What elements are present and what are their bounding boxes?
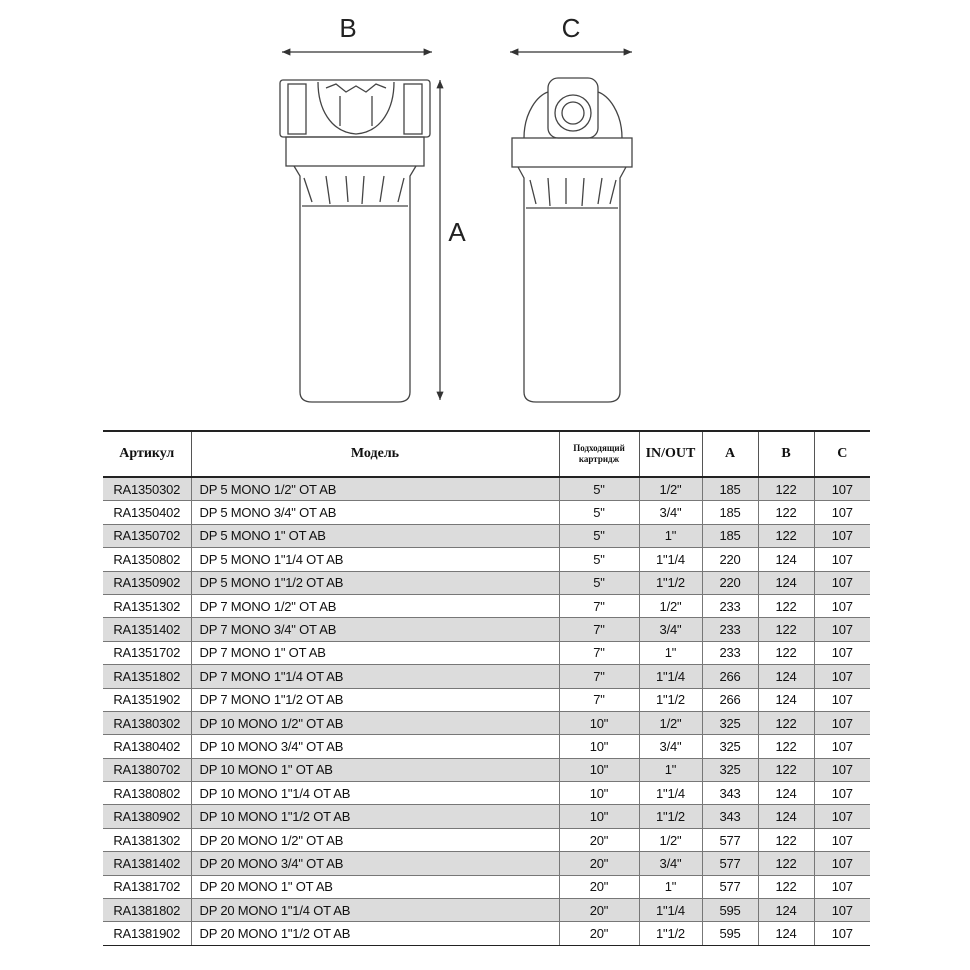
cartridge-cell: 5"	[559, 524, 639, 547]
dim-a-cell: 233	[702, 641, 758, 664]
header-b: B	[758, 431, 814, 477]
in-out-cell: 1"1/2	[639, 688, 702, 711]
model-cell: DP 5 MONO 1"1/4 OT AB	[191, 548, 559, 571]
dim-c-cell: 107	[814, 618, 870, 641]
article-cell: RA1350302	[103, 477, 191, 501]
model-cell: DP 7 MONO 1/2" OT AB	[191, 594, 559, 617]
dim-b-cell: 122	[758, 641, 814, 664]
header-article: Артикул	[103, 431, 191, 477]
header-model: Модель	[191, 431, 559, 477]
dim-a-cell: 595	[702, 922, 758, 945]
table-row	[103, 477, 870, 501]
dim-a-cell: 220	[702, 548, 758, 571]
table-row	[103, 922, 870, 945]
dim-a-cell: 343	[702, 805, 758, 828]
table-row	[103, 665, 870, 688]
model-cell: DP 7 MONO 1"1/2 OT AB	[191, 688, 559, 711]
header-c: C	[814, 431, 870, 477]
dimension-c-label: C	[561, 13, 581, 43]
in-out-cell: 3/4"	[639, 501, 702, 524]
header-in-out: IN/OUT	[639, 431, 702, 477]
dim-a-cell: 220	[702, 571, 758, 594]
in-out-cell: 1"1/4	[639, 782, 702, 805]
dim-c-cell: 107	[814, 688, 870, 711]
dim-b-cell: 122	[758, 524, 814, 547]
dim-b-cell: 124	[758, 805, 814, 828]
table-row	[103, 548, 870, 571]
dim-a-cell: 233	[702, 594, 758, 617]
article-cell: RA1351902	[103, 688, 191, 711]
model-cell: DP 5 MONO 1/2" OT AB	[191, 477, 559, 501]
in-out-cell: 1"	[639, 524, 702, 547]
dim-b-cell: 122	[758, 758, 814, 781]
cartridge-cell: 5"	[559, 548, 639, 571]
dim-c-cell: 107	[814, 665, 870, 688]
cartridge-cell: 10"	[559, 782, 639, 805]
dim-a-cell: 595	[702, 899, 758, 922]
dim-b-cell: 122	[758, 735, 814, 758]
cartridge-cell: 7"	[559, 641, 639, 664]
cartridge-cell: 5"	[559, 477, 639, 501]
dim-b-cell: 124	[758, 782, 814, 805]
in-out-cell: 1/2"	[639, 711, 702, 734]
table-row	[103, 618, 870, 641]
model-cell: DP 10 MONO 1"1/4 OT AB	[191, 782, 559, 805]
in-out-cell: 1"1/2	[639, 805, 702, 828]
article-cell: RA1381702	[103, 875, 191, 898]
dim-c-cell: 107	[814, 711, 870, 734]
article-cell: RA1351402	[103, 618, 191, 641]
table-body	[103, 477, 870, 945]
article-cell: RA1380802	[103, 782, 191, 805]
dim-a-cell: 577	[702, 875, 758, 898]
article-cell: RA1350902	[103, 571, 191, 594]
cartridge-cell: 7"	[559, 665, 639, 688]
model-cell: DP 5 MONO 1"1/2 OT AB	[191, 571, 559, 594]
article-cell: RA1380402	[103, 735, 191, 758]
article-cell: RA1350402	[103, 501, 191, 524]
dim-c-cell: 107	[814, 735, 870, 758]
table-row	[103, 805, 870, 828]
cartridge-cell: 5"	[559, 571, 639, 594]
filter-housing-drawing	[0, 0, 970, 420]
dimension-a-label: A	[448, 217, 466, 247]
dim-a-cell: 266	[702, 665, 758, 688]
article-cell: RA1350802	[103, 548, 191, 571]
table-row	[103, 828, 870, 851]
cartridge-cell: 7"	[559, 688, 639, 711]
cartridge-cell: 10"	[559, 805, 639, 828]
table-row	[103, 875, 870, 898]
in-out-cell: 1"1/2	[639, 922, 702, 945]
cartridge-cell: 7"	[559, 618, 639, 641]
dim-b-cell: 122	[758, 501, 814, 524]
article-cell: RA1381302	[103, 828, 191, 851]
cartridge-cell: 20"	[559, 828, 639, 851]
dimension-a	[440, 80, 466, 400]
in-out-cell: 1"1/4	[639, 665, 702, 688]
table-header-row	[103, 431, 870, 477]
dim-b-cell: 122	[758, 618, 814, 641]
dim-a-cell: 577	[702, 852, 758, 875]
table-row	[103, 501, 870, 524]
table-row	[103, 688, 870, 711]
model-cell: DP 20 MONO 1" OT AB	[191, 875, 559, 898]
dim-c-cell: 107	[814, 548, 870, 571]
cartridge-cell: 5"	[559, 501, 639, 524]
dim-b-cell: 124	[758, 571, 814, 594]
dim-a-cell: 325	[702, 758, 758, 781]
model-cell: DP 10 MONO 1" OT AB	[191, 758, 559, 781]
header-cartridge: Подходящий картридж	[559, 431, 639, 477]
article-cell: RA1380702	[103, 758, 191, 781]
dim-b-cell: 124	[758, 688, 814, 711]
dim-a-cell: 185	[702, 477, 758, 501]
model-cell: DP 20 MONO 3/4" OT AB	[191, 852, 559, 875]
cartridge-cell: 20"	[559, 852, 639, 875]
dim-c-cell: 107	[814, 477, 870, 501]
table-row	[103, 899, 870, 922]
article-cell: RA1351302	[103, 594, 191, 617]
model-cell: DP 7 MONO 3/4" OT AB	[191, 618, 559, 641]
dim-c-cell: 107	[814, 805, 870, 828]
in-out-cell: 1/2"	[639, 594, 702, 617]
dim-a-cell: 185	[702, 524, 758, 547]
in-out-cell: 3/4"	[639, 852, 702, 875]
dim-c-cell: 107	[814, 875, 870, 898]
table-row	[103, 594, 870, 617]
in-out-cell: 1/2"	[639, 477, 702, 501]
article-cell: RA1381802	[103, 899, 191, 922]
dim-b-cell: 124	[758, 665, 814, 688]
table-row	[103, 524, 870, 547]
dim-c-cell: 107	[814, 524, 870, 547]
side-view	[512, 78, 632, 402]
header-a: A	[702, 431, 758, 477]
dim-c-cell: 107	[814, 852, 870, 875]
cartridge-cell: 10"	[559, 758, 639, 781]
dimension-b-label: B	[339, 13, 357, 43]
article-cell: RA1351702	[103, 641, 191, 664]
in-out-cell: 1"	[639, 641, 702, 664]
dim-a-cell: 325	[702, 735, 758, 758]
dimension-b	[282, 13, 432, 52]
in-out-cell: 1"1/2	[639, 571, 702, 594]
table-row	[103, 735, 870, 758]
cartridge-cell: 20"	[559, 875, 639, 898]
model-cell: DP 10 MONO 3/4" OT AB	[191, 735, 559, 758]
in-out-cell: 1"1/4	[639, 899, 702, 922]
model-cell: DP 5 MONO 3/4" OT AB	[191, 501, 559, 524]
table-row	[103, 711, 870, 734]
table-row	[103, 782, 870, 805]
article-cell: RA1351802	[103, 665, 191, 688]
article-cell: RA1381402	[103, 852, 191, 875]
dimension-c	[510, 13, 632, 52]
table-row	[103, 758, 870, 781]
dim-b-cell: 122	[758, 711, 814, 734]
article-cell: RA1380902	[103, 805, 191, 828]
cartridge-cell: 20"	[559, 922, 639, 945]
dim-c-cell: 107	[814, 828, 870, 851]
cartridge-cell: 10"	[559, 711, 639, 734]
article-cell: RA1350702	[103, 524, 191, 547]
model-cell: DP 20 MONO 1"1/4 OT AB	[191, 899, 559, 922]
model-cell: DP 7 MONO 1" OT AB	[191, 641, 559, 664]
cartridge-cell: 10"	[559, 735, 639, 758]
in-out-cell: 1"	[639, 758, 702, 781]
model-cell: DP 20 MONO 1"1/2 OT AB	[191, 922, 559, 945]
table-row	[103, 641, 870, 664]
dim-b-cell: 122	[758, 852, 814, 875]
model-cell: DP 10 MONO 1"1/2 OT AB	[191, 805, 559, 828]
in-out-cell: 1"	[639, 875, 702, 898]
cartridge-cell: 7"	[559, 594, 639, 617]
article-cell: RA1381902	[103, 922, 191, 945]
dim-a-cell: 325	[702, 711, 758, 734]
front-view	[280, 80, 430, 402]
dim-b-cell: 122	[758, 477, 814, 501]
in-out-cell: 3/4"	[639, 735, 702, 758]
model-cell: DP 5 MONO 1" OT AB	[191, 524, 559, 547]
in-out-cell: 3/4"	[639, 618, 702, 641]
dim-c-cell: 107	[814, 782, 870, 805]
dim-c-cell: 107	[814, 571, 870, 594]
dim-c-cell: 107	[814, 641, 870, 664]
dim-c-cell: 107	[814, 922, 870, 945]
table-row	[103, 852, 870, 875]
dim-a-cell: 266	[702, 688, 758, 711]
dim-a-cell: 577	[702, 828, 758, 851]
in-out-cell: 1/2"	[639, 828, 702, 851]
dim-a-cell: 343	[702, 782, 758, 805]
dim-c-cell: 107	[814, 594, 870, 617]
table-row	[103, 571, 870, 594]
dim-b-cell: 122	[758, 875, 814, 898]
dim-a-cell: 185	[702, 501, 758, 524]
dim-b-cell: 124	[758, 548, 814, 571]
dim-c-cell: 107	[814, 501, 870, 524]
dim-c-cell: 107	[814, 758, 870, 781]
dim-b-cell: 122	[758, 594, 814, 617]
dim-b-cell: 124	[758, 922, 814, 945]
cartridge-cell: 20"	[559, 899, 639, 922]
dim-b-cell: 122	[758, 828, 814, 851]
specification-table	[103, 430, 870, 946]
model-cell: DP 20 MONO 1/2" OT AB	[191, 828, 559, 851]
in-out-cell: 1"1/4	[639, 548, 702, 571]
dim-a-cell: 233	[702, 618, 758, 641]
model-cell: DP 10 MONO 1/2" OT AB	[191, 711, 559, 734]
model-cell: DP 7 MONO 1"1/4 OT AB	[191, 665, 559, 688]
dim-c-cell: 107	[814, 899, 870, 922]
dim-b-cell: 124	[758, 899, 814, 922]
article-cell: RA1380302	[103, 711, 191, 734]
